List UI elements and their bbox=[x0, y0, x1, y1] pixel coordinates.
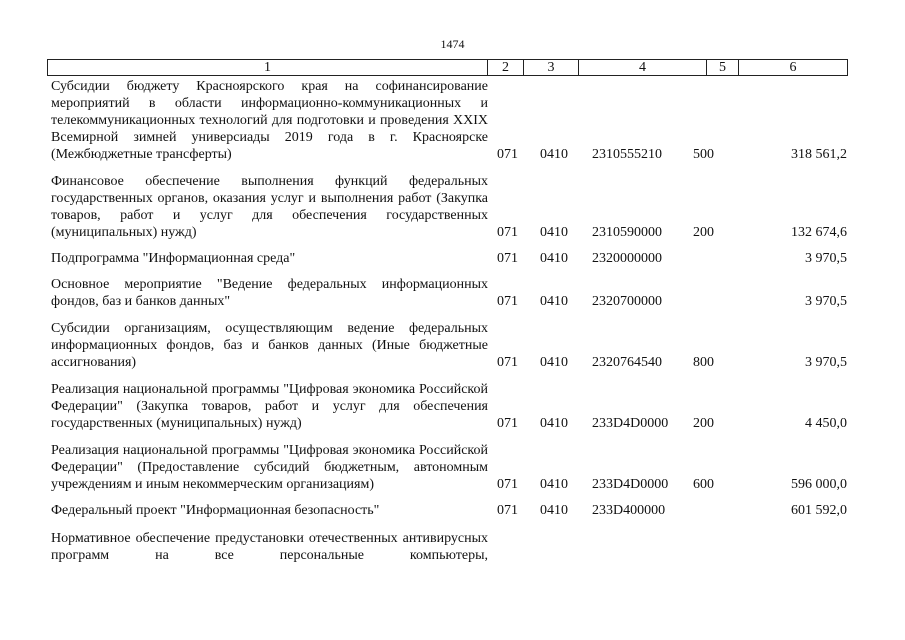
row-expense-type: 200 bbox=[693, 225, 714, 240]
row-section-code: 0410 bbox=[540, 503, 568, 518]
row-amount: 3 970,5 bbox=[805, 355, 847, 370]
row-section-code: 0410 bbox=[540, 416, 568, 431]
row-target-code: 2320700000 bbox=[592, 294, 662, 309]
row-ministry-code: 071 bbox=[497, 294, 518, 309]
row-amount: 3 970,5 bbox=[805, 251, 847, 266]
column-header-1: 1 bbox=[48, 60, 488, 76]
row-description: Реализация национальной программы "Цифровая экономика Российской Федерации" (Закупка товаров, работ и услуг для обеспечения государственных (муниципальных) нужд) bbox=[51, 382, 488, 431]
column-header-6: 6 bbox=[739, 60, 848, 76]
row-expense-type: 200 bbox=[693, 416, 714, 431]
row-description: Субсидии организациям, осуществляющим ведение федеральных информационных фондов, баз и банков данных (Иные бюджетные ассигнования) bbox=[51, 321, 488, 370]
row-section-code: 0410 bbox=[540, 251, 568, 266]
row-expense-type: 500 bbox=[693, 147, 714, 162]
row-ministry-code: 071 bbox=[497, 503, 518, 518]
row-ministry-code: 071 bbox=[497, 147, 518, 162]
row-ministry-code: 071 bbox=[497, 477, 518, 492]
row-target-code: 233D4D0000 bbox=[592, 477, 669, 492]
row-target-code: 2320764540 bbox=[592, 355, 662, 370]
row-target-code: 2310590000 bbox=[592, 225, 662, 240]
page-number: 1474 bbox=[440, 37, 465, 51]
row-description: Нормативное обеспечение предустановки отечественных антивирусных программ на все персональные компьютеры, bbox=[51, 531, 488, 563]
column-header-5: 5 bbox=[707, 60, 739, 76]
row-ministry-code: 071 bbox=[497, 225, 518, 240]
row-ministry-code: 071 bbox=[497, 355, 518, 370]
row-expense-type: 800 bbox=[693, 355, 714, 370]
row-section-code: 0410 bbox=[540, 294, 568, 309]
row-ministry-code: 071 bbox=[497, 251, 518, 266]
row-description: Реализация национальной программы "Цифровая экономика Российской Федерации" (Предоставление субсидий бюджетным, автономным учреждениям и иным некоммерческим организациям) bbox=[51, 443, 488, 492]
row-target-code: 2310555210 bbox=[592, 147, 662, 162]
row-section-code: 0410 bbox=[540, 355, 568, 370]
row-target-code: 233D4D0000 bbox=[592, 416, 669, 431]
row-amount: 3 970,5 bbox=[805, 294, 847, 309]
row-section-code: 0410 bbox=[540, 147, 568, 162]
row-ministry-code: 071 bbox=[497, 416, 518, 431]
row-description: Субсидии бюджету Красноярского края на софинансирование мероприятий в области информационно-коммуникационных и телекоммуникационных технологий для подготовки и проведения XXIX Всемирной зимней универсиады 2019 года в г. Красноярске (Межбюджетные трансферты) bbox=[51, 79, 488, 162]
row-description: Федеральный проект "Информационная безопасность" bbox=[51, 503, 380, 518]
row-description: Основное мероприятие "Ведение федеральных информационных фондов, баз и банков данных" bbox=[51, 277, 488, 309]
row-amount: 132 674,6 bbox=[791, 225, 847, 240]
row-section-code: 0410 bbox=[540, 477, 568, 492]
row-description: Подпрограмма "Информационная среда" bbox=[51, 251, 296, 266]
row-amount: 596 000,0 bbox=[791, 477, 847, 492]
column-header-4: 4 bbox=[579, 60, 707, 76]
row-target-code: 2320000000 bbox=[592, 251, 662, 266]
column-header-2: 2 bbox=[488, 60, 524, 76]
column-header-table bbox=[47, 59, 848, 76]
row-amount: 318 561,2 bbox=[791, 147, 847, 162]
row-amount: 601 592,0 bbox=[791, 503, 847, 518]
row-section-code: 0410 bbox=[540, 225, 568, 240]
column-header-row bbox=[48, 60, 848, 76]
row-expense-type: 600 bbox=[693, 477, 714, 492]
row-target-code: 233D400000 bbox=[592, 503, 666, 518]
column-header-3: 3 bbox=[524, 60, 579, 76]
row-amount: 4 450,0 bbox=[805, 416, 847, 431]
row-description: Финансовое обеспечение выполнения функций федеральных государственных органов, оказания услуг и выполнения работ (Закупка товаров, работ и услуг для обеспечения государственных (муниципальных) нужд) bbox=[51, 174, 488, 240]
